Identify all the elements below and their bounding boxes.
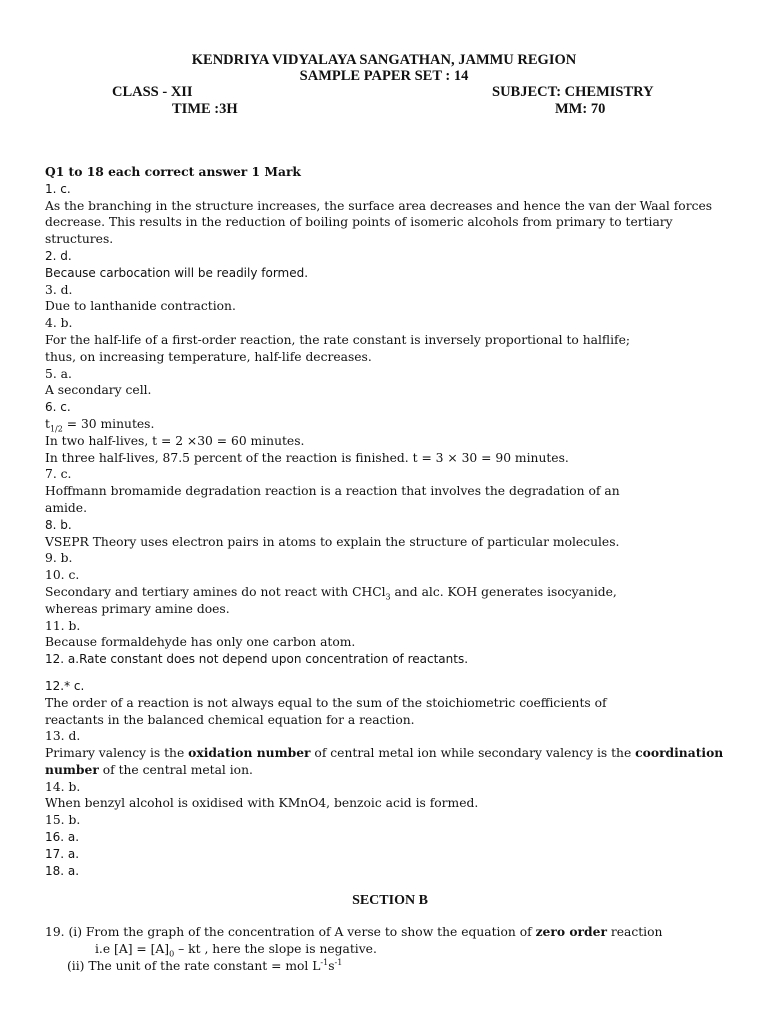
q10-explanation-line xyxy=(45,584,735,601)
q8-explanation: VSEPR Theory uses electron pairs in atoms to explain the structure of particular molecules. xyxy=(45,534,620,549)
q7-answer: 7. c. xyxy=(45,467,72,482)
paper-set-title: SAMPLE PAPER SET : 14 xyxy=(299,68,469,84)
q13-explanation-line xyxy=(45,745,735,762)
subject-label: SUBJECT: CHEMISTRY xyxy=(492,84,654,100)
q19-unit-line xyxy=(45,958,735,975)
q5-explanation: A secondary cell. xyxy=(45,383,152,398)
class-label: CLASS - XII xyxy=(112,84,193,100)
section-b-heading: SECTION B xyxy=(352,893,428,909)
q2-answer: 2. d. xyxy=(45,248,72,263)
time-label: TIME :3H xyxy=(172,101,238,117)
q13-answer: 13. d. xyxy=(45,729,81,744)
q4-explanation-line: thus, on increasing temperature, half-life decreases. xyxy=(45,349,372,364)
answer-body xyxy=(45,164,735,975)
q11-answer: 11. b. xyxy=(45,618,81,633)
spacer xyxy=(45,879,735,889)
q18-answer: 18. a. xyxy=(45,863,80,878)
q19-subscript: 0 xyxy=(169,949,175,959)
q19-equation-text: i.e [A] = [A] xyxy=(95,942,170,957)
q13-text: of central metal ion while secondary valency is the xyxy=(310,746,636,761)
q12-alt-explanation-line: reactants in the balanced chemical equation for a reaction. xyxy=(45,712,415,727)
q19-equation-line xyxy=(45,941,735,958)
q16-answer: 16. a. xyxy=(45,830,80,845)
q12-answer: 12. a.Rate constant does not depend upon concentration of reactants. xyxy=(45,652,469,667)
q19-bold-term: zero order xyxy=(535,924,607,940)
marks-label: MM: 70 xyxy=(555,101,606,117)
q3-explanation: Due to lanthanide contraction. xyxy=(45,299,236,314)
q17-answer: 17. a. xyxy=(45,846,80,861)
q9-answer: 9. b. xyxy=(45,551,73,566)
q5-answer: 5. a. xyxy=(45,366,72,381)
q1-explanation-line: As the branching in the structure increases, the surface area decreases and hence the van der Waal forces xyxy=(45,198,713,213)
q12-alt-answer: 12.* c. xyxy=(45,678,85,693)
half-life-subscript: 1/2 xyxy=(49,424,63,434)
q11-explanation: Because formaldehyde has only one carbon atom. xyxy=(45,635,356,650)
q15-answer: 15. b. xyxy=(45,813,81,828)
q19-superscript: -1 xyxy=(320,957,329,967)
q19-superscript: -1 xyxy=(334,957,343,967)
chcl3-subscript: 3 xyxy=(385,592,391,602)
q7-explanation-line: amide. xyxy=(45,500,87,515)
q19-equation-text: – kt , here the slope is negative. xyxy=(174,942,377,957)
half-life-symbol: t xyxy=(45,416,50,431)
q1-answer: 1. c. xyxy=(45,181,71,196)
q10-answer: 10. c. xyxy=(45,568,80,583)
q4-explanation-line: For the half-life of a first-order reaction, the rate constant is inversely proportional to halflife; xyxy=(45,332,631,347)
q19-unit-text: s xyxy=(328,958,335,973)
q13-bold-term: coordination xyxy=(635,745,724,761)
spacer xyxy=(45,668,735,678)
q14-answer: 14. b. xyxy=(45,779,81,794)
q10-explanation-line: whereas primary amine does. xyxy=(45,601,230,616)
q8-answer: 8. b. xyxy=(45,517,72,532)
q19-unit-text: (ii) The unit of the rate constant = mol L xyxy=(67,958,321,973)
q19-line xyxy=(45,924,735,941)
q13-text: of the central metal ion. xyxy=(98,762,253,777)
q2-explanation: Because carbocation will be readily formed. xyxy=(45,265,309,280)
q13-text: Primary valency is the xyxy=(45,746,189,761)
q7-explanation-line: Hoffmann bromamide degradation reaction is a reaction that involves the degradation of an xyxy=(45,484,620,499)
q19-text: reaction xyxy=(606,925,663,940)
q6-explanation-line: In two half-lives, t = 2 ×30 = 60 minutes. xyxy=(45,433,305,448)
q1-explanation-line: decrease. This results in the reduction of boiling points of isomeric alcohols from primary to tertiary xyxy=(45,215,673,230)
q12-alt-explanation-line: The order of a reaction is not always equal to the sum of the stoichiometric coefficients of xyxy=(45,695,607,710)
q1-explanation-line: structures. xyxy=(45,232,114,247)
q14-explanation: When benzyl alcohol is oxidised with KMnO4, benzoic acid is formed. xyxy=(45,796,479,811)
q10-text-a: Secondary and tertiary amines do not react with CHCl xyxy=(45,584,386,599)
q13-bold-term: oxidation number xyxy=(188,745,311,761)
organization-title: KENDRIYA VIDYALAYA SANGATHAN, JAMMU REGION xyxy=(191,52,577,68)
q6-explanation-line xyxy=(45,416,735,433)
section-a-heading: Q1 to 18 each correct answer 1 Mark xyxy=(45,164,301,179)
q13-bold-term: number xyxy=(45,761,99,777)
half-life-value: = 30 minutes. xyxy=(62,416,155,431)
q6-answer: 6. c. xyxy=(45,400,71,415)
q19-text: 19. (i) From the graph of the concentration of A verse to show the equation of xyxy=(45,925,536,940)
q10-text-b: and alc. KOH generates isocyanide, xyxy=(390,584,617,599)
q3-answer: 3. d. xyxy=(45,282,73,297)
q13-explanation-line xyxy=(45,762,735,779)
q4-answer: 4. b. xyxy=(45,316,73,331)
q6-explanation-line: In three half-lives, 87.5 percent of the reaction is finished. t = 3 × 30 = 90 minutes. xyxy=(45,450,569,465)
